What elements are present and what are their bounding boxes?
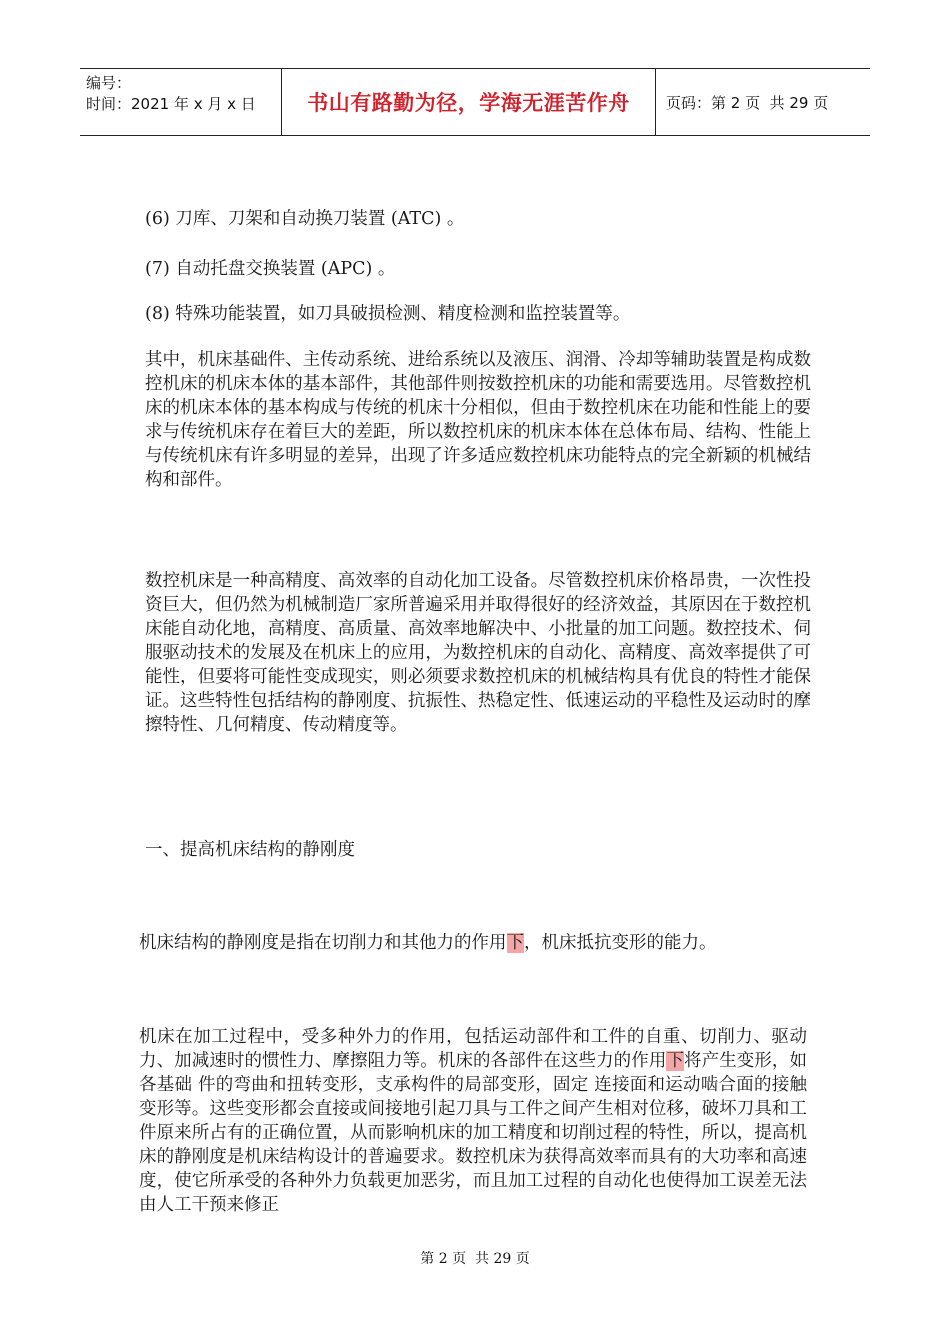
list-item-8: (8) 特殊功能装置，如刀具破损检测、精度检测和监控装置等。 <box>145 304 631 324</box>
text-segment: 机床在加工过程中，受多种外力的作用，包括运动部件和工件的自重、切削力、驱动力、加减速时的惯性力、摩擦阻力等。机床的各部件在这些力的作用 <box>139 1027 807 1071</box>
paragraph-machine-body: 其中，机床基础件、主传动系统、进给系统以及液压、润滑、冷却等辅助装置是构成数控机床的机床本体的基本部件，其他部件则按数控机床的功能和需要选用。尽管数控机床的机床本体的基本构成与传统的机床十分相似，但由于数控机床在功能和性能上的要求与传统机床存在着巨大的差距，所以数控机床的机床本体在总体布局、结构、性能上与传统机床有许多明显的差异，出现了许多适应数控机床功能特点的完全新颖的机械结构和部件。 <box>145 350 811 490</box>
list-item-6: (6) 刀库、刀架和自动换刀装置 (ATC) 。 <box>145 209 465 229</box>
text-segment: 将产生变形，如 各基础 件的弯曲和扭转变形，支承构件的局部变形，固定 连接面和运动啮合面的接触变形等。这些变形都会直接或间接地引起刀具与工件之间产生相对位移，破坏刀具和工件原来所占有的正确位置，从而影响机床的加工精度和切削过程的特性，所以，提高机床的静刚度是机床结构设计的普遍要求。数控机床为获得高效率而具有的大功率和高速度，使它所承受的各种外力负载更加恶劣，而且加工过程的自动化也使得加工误差无法由人工干预来修正 <box>139 1051 808 1215</box>
document-number-label: 编号： <box>86 74 132 92</box>
section-heading-static-stiffness: 一、提高机床结构的静刚度 <box>145 840 355 860</box>
highlighted-text: 下 <box>506 933 524 953</box>
document-header <box>80 68 870 136</box>
list-item-7: (7) 自动托盘交换装置 (APC) 。 <box>145 259 396 279</box>
document-date: 时间：2021 年 x 月 x 日 <box>86 95 256 113</box>
header-meta <box>80 69 282 135</box>
header-motto: 书山有路勤为径，学海无涯苦作舟 <box>282 69 656 135</box>
text-segment: ，机床抵抗变形的能力。 <box>524 933 717 953</box>
paragraph-cnc-overview: 数控机床是一种高精度、高效率的自动化加工设备。尽管数控机床价格昂贵，一次性投资巨大，但仍然为机械制造厂家所普遍采用并取得很好的经济效益，其原因在于数控机床能自动化地，高精度、高质量、高效率地解决中、小批量的加工问题。数控技术、伺服驱动技术的发展及在机床上的应用，为数控机床的自动化、高精度、高效率提供了可能性，但要将可能性变成现实，则必须要求数控机床的机械结构具有优良的特性才能保证。这些特性包括结构的静刚度、抗振性、热稳定性、低速运动的平稳性及运动时的摩擦特性、几何精度、传动精度等。 <box>145 571 811 735</box>
page-footer: 第 2 页 共 29 页 <box>420 1251 530 1267</box>
text-segment: 机床结构的静刚度是指在切削力和其他力的作用 <box>139 933 507 953</box>
highlighted-text: 下 <box>666 1051 685 1071</box>
paragraph-stiffness-definition <box>139 931 717 955</box>
header-page-info: 页码：第 2 页 共 29 页 <box>666 93 829 112</box>
paragraph-external-forces <box>139 1025 807 1217</box>
